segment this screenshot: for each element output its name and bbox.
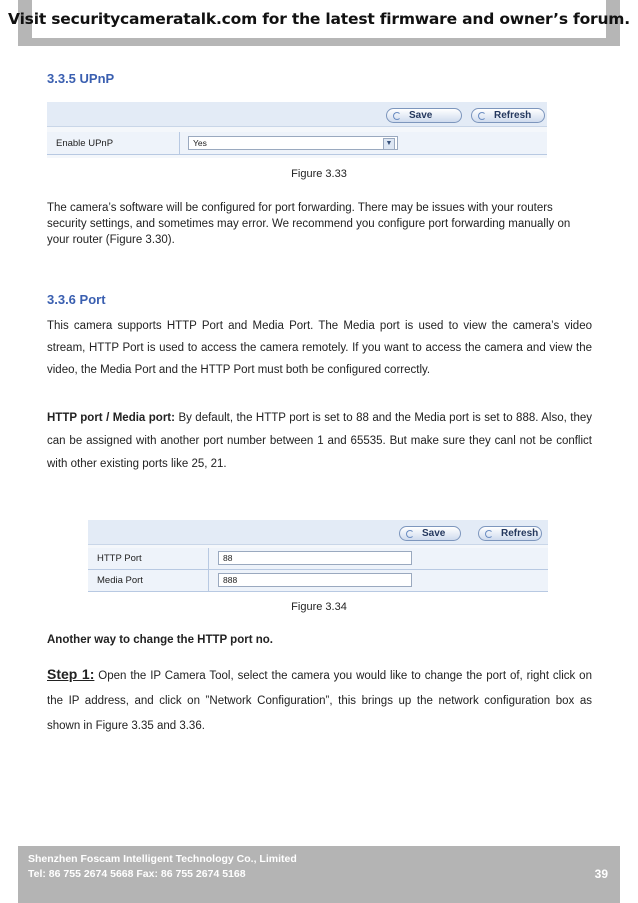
enable-upnp-value: Yes	[193, 138, 207, 148]
http-port-input[interactable]	[218, 551, 412, 565]
media-port-value: 888	[223, 575, 238, 585]
port-default-paragraph	[47, 407, 592, 476]
port-settings-panel	[88, 520, 548, 592]
port-refresh-label: Refresh	[501, 528, 539, 539]
port-save-label: Save	[422, 528, 446, 539]
port-refresh-button[interactable]	[478, 526, 542, 541]
http-port-row	[88, 548, 548, 570]
media-port-label: Media Port	[97, 575, 143, 586]
port-default-text: By default, the HTTP port is set to 88 and the Media port is set to 888. Also, they can be assigned with another port number between 1 and 65535. But make sure they canl not be conflict with other existing ports like 25, 21.	[47, 412, 593, 470]
row-divider	[208, 548, 209, 569]
step-1-text: Open the IP Camera Tool, select the camera you would like to change the port of, right click on the IP address, and click on ”Network Configuration”, this brings up the network configuration box as shown in Figure 3.35 and 3.36.	[47, 670, 592, 732]
banner-text: Visit securitycameratalk.com for the latest firmware and owner’s forum.	[32, 0, 606, 38]
enable-upnp-label: Enable UPnP	[56, 138, 114, 149]
chevron-down-icon[interactable]: ▼	[383, 138, 395, 150]
refresh-icon	[393, 112, 401, 120]
upnp-refresh-button[interactable]	[471, 108, 545, 123]
step-1-paragraph	[47, 662, 592, 739]
upnp-refresh-label: Refresh	[494, 110, 532, 121]
media-port-row	[88, 570, 548, 592]
refresh-icon	[406, 530, 414, 538]
top-banner	[8, 0, 630, 46]
another-way-heading: Another way to change the HTTP port no.	[47, 634, 273, 646]
upnp-save-label: Save	[409, 110, 433, 121]
refresh-icon	[485, 530, 493, 538]
section-heading-port: 3.3.6 Port	[47, 292, 106, 307]
step-1-label: Step 1:	[47, 666, 95, 682]
footer-contact: Tel: 86 755 2674 5668 Fax: 86 755 2674 5168	[28, 868, 246, 880]
figure-caption-3-33: Figure 3.33	[291, 168, 347, 180]
media-port-input[interactable]	[218, 573, 412, 587]
upnp-save-button[interactable]	[386, 108, 462, 123]
page-number: 39	[594, 867, 608, 881]
refresh-icon	[478, 112, 486, 120]
figure-caption-3-34: Figure 3.34	[291, 601, 347, 613]
port-paragraph: This camera supports HTTP Port and Media Port. The Media port is used to view the camera’s video stream, HTTP Port is used to access the camera remotely. If you want to access the camera and view the video, the Media Port and the HTTP Port must both be configured correctly.	[47, 320, 592, 376]
http-port-label: HTTP Port	[97, 553, 142, 564]
upnp-row	[47, 132, 547, 155]
row-divider	[208, 570, 209, 591]
footer-company: Shenzhen Foscam Intelligent Technology Co., Limited	[28, 853, 297, 865]
upnp-paragraph: The camera’s software will be configured for port forwarding. There may be issues with your routers security settings, and sometimes may error. We recommend you configure port forwarding manually on your router (Figure 3.30).	[47, 202, 571, 246]
upnp-settings-panel	[47, 102, 547, 158]
port-bold-lead: HTTP port / Media port:	[47, 412, 175, 424]
port-save-button[interactable]	[399, 526, 461, 541]
page-footer	[18, 846, 620, 903]
row-divider	[179, 132, 180, 154]
enable-upnp-select[interactable]	[188, 136, 398, 150]
section-heading-upnp: 3.3.5 UPnP	[47, 71, 115, 86]
http-port-value: 88	[223, 553, 233, 563]
